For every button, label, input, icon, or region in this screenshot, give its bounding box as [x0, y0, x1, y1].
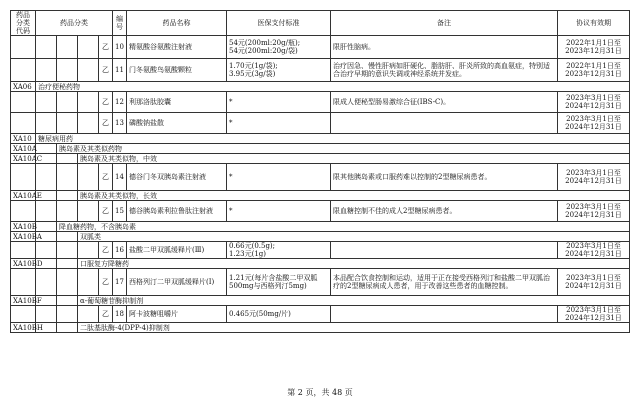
- drug-number: 11: [113, 59, 127, 82]
- drug-name: 西格列汀二甲双胍缓释片(Ⅰ): [127, 269, 227, 296]
- category-code: XA10AE: [11, 191, 36, 201]
- drug-number: 15: [113, 201, 127, 222]
- header-remarks: 备注: [331, 11, 558, 36]
- drug-class: 乙: [99, 92, 113, 113]
- drug-code: [11, 92, 36, 113]
- drug-name: 阿卡波糖咀嚼片: [127, 306, 227, 323]
- category-indent: [57, 232, 78, 242]
- drug-remark: [331, 242, 558, 259]
- drug-remark: 限成人便秘型肠易激综合征(IBS-C)。: [331, 92, 558, 113]
- drug-remark: 治疗因急、慢性肝病如肝硬化、脂肪肝、肝炎所致的高血氨症，特别适合治疗早期的意识失调或神经系统并发症。: [331, 59, 558, 82]
- table-row: [11, 201, 630, 222]
- drug-class: 乙: [99, 164, 113, 191]
- drug-number: 14: [113, 164, 127, 191]
- drug-indent: [57, 59, 78, 82]
- drug-name: 门冬氨酸鸟氨酸颗粒: [127, 59, 227, 82]
- drug-class: 乙: [99, 36, 113, 59]
- payment-standard: *: [227, 201, 331, 222]
- header-number: 编号: [113, 11, 127, 36]
- category-indent: [57, 323, 78, 333]
- header-validity: 协议有效期: [558, 11, 630, 36]
- category-title: 双胍类: [78, 232, 630, 242]
- drug-remark: [331, 113, 558, 134]
- drug-name: 利那洛肽胶囊: [127, 92, 227, 113]
- drug-number: 18: [113, 306, 127, 323]
- drug-indent: [78, 201, 99, 222]
- category-title: 胰岛素及其类似物，中效: [78, 154, 630, 164]
- payment-standard: *: [227, 92, 331, 113]
- drug-indent: [36, 306, 57, 323]
- payment-standard: *: [227, 113, 331, 134]
- drug-name: 磷酸钠盐散: [127, 113, 227, 134]
- drug-number: 16: [113, 242, 127, 259]
- drug-class: 乙: [99, 113, 113, 134]
- drug-indent: [78, 306, 99, 323]
- drug-indent: [57, 306, 78, 323]
- drug-indent: [78, 269, 99, 296]
- drug-indent: [78, 92, 99, 113]
- payment-standard: *: [227, 164, 331, 191]
- drug-indent: [36, 242, 57, 259]
- category-title: 治疗便秘药物: [36, 82, 630, 92]
- category-row: [11, 144, 630, 154]
- category-code: XA10A: [11, 144, 36, 154]
- drug-indent: [36, 92, 57, 113]
- category-row: [11, 134, 630, 144]
- category-row: [11, 323, 630, 333]
- category-title: 胰岛素及其类似药物: [57, 144, 630, 154]
- page-footer: 第 2 页，共 48 页: [287, 388, 353, 397]
- table-row: [11, 36, 630, 59]
- drug-indent: [36, 36, 57, 59]
- drug-number: 10: [113, 36, 127, 59]
- drug-indent: [36, 59, 57, 82]
- category-row: [11, 154, 630, 164]
- drug-indent: [78, 242, 99, 259]
- drug-number: 12: [113, 92, 127, 113]
- validity-period: 2022年1月1日至 2023年12月31日: [558, 36, 630, 59]
- category-row: [11, 296, 630, 306]
- category-title: 二肽基肽酶-4(DPP-4)抑制剂: [78, 323, 630, 333]
- validity-period: 2023年3月1日至 2024年12月31日: [558, 306, 630, 323]
- drug-indent: [78, 59, 99, 82]
- category-code: XA10BD: [11, 259, 36, 269]
- drug-class: 乙: [99, 306, 113, 323]
- header-code: 药品分类代码: [11, 11, 36, 36]
- payment-standard: 0.66元(0.5g); 1.23元(1g): [227, 242, 331, 259]
- payment-standard: 1.70元(1g/袋); 3.95元(3g/袋): [227, 59, 331, 82]
- category-code: XA06: [11, 82, 36, 92]
- header-category: 药品分类: [36, 11, 113, 36]
- category-indent: [36, 222, 57, 232]
- table-row: [11, 92, 630, 113]
- category-code: XA10AC: [11, 154, 36, 164]
- drug-class: 乙: [99, 59, 113, 82]
- category-indent: [57, 259, 78, 269]
- category-indent: [57, 191, 78, 201]
- table-row: [11, 306, 630, 323]
- drug-code: [11, 201, 36, 222]
- drug-code: [11, 113, 36, 134]
- table-row: [11, 269, 630, 296]
- category-row: [11, 259, 630, 269]
- drug-code: [11, 59, 36, 82]
- drug-code: [11, 306, 36, 323]
- category-code: XA10B: [11, 222, 36, 232]
- category-title: α-葡萄糖苷酶抑制剂: [78, 296, 630, 306]
- validity-period: 2023年3月1日至 2024年12月31日: [558, 269, 630, 296]
- drug-indent: [57, 92, 78, 113]
- drug-indent: [57, 36, 78, 59]
- category-indent: [57, 296, 78, 306]
- table-row: [11, 59, 630, 82]
- category-title: 降血糖药物，不含胰岛素: [57, 222, 630, 232]
- drug-list-table: [10, 10, 630, 333]
- drug-indent: [57, 242, 78, 259]
- drug-class: 乙: [99, 201, 113, 222]
- drug-class: 乙: [99, 242, 113, 259]
- category-row: [11, 232, 630, 242]
- table-row: [11, 164, 630, 191]
- payment-standard: 1.21元(每片含盐酸二甲双胍500mg与西格列汀5mg): [227, 269, 331, 296]
- drug-indent: [57, 201, 78, 222]
- drug-remark: 限肝性脑病。: [331, 36, 558, 59]
- drug-indent: [57, 164, 78, 191]
- category-title: 胰岛素及其类似物，长效: [78, 191, 630, 201]
- drug-name: 德谷门冬双胰岛素注射液: [127, 164, 227, 191]
- category-row: [11, 191, 630, 201]
- validity-period: 2023年3月1日至 2024年12月31日: [558, 164, 630, 191]
- table-row: [11, 113, 630, 134]
- category-title: 糖尿病用药: [36, 134, 630, 144]
- drug-indent: [57, 113, 78, 134]
- drug-number: 13: [113, 113, 127, 134]
- category-code: XA10BF: [11, 296, 36, 306]
- drug-indent: [57, 269, 78, 296]
- category-indent: [36, 144, 57, 154]
- drug-code: [11, 164, 36, 191]
- drug-indent: [36, 164, 57, 191]
- drug-remark: [331, 306, 558, 323]
- drug-remark: 本品配合饮食控制和运动，适用于正在接受西格列汀和盐酸二甲双胍治疗的2型糖尿病成人患者，用于改善这些患者的血糖控制。: [331, 269, 558, 296]
- drug-remark: 限其他胰岛素或口服药难以控制的2型糖尿病患者。: [331, 164, 558, 191]
- table-row: [11, 242, 630, 259]
- drug-indent: [78, 113, 99, 134]
- category-code: XA10: [11, 134, 36, 144]
- header-payment-standard: 医保支付标准: [227, 11, 331, 36]
- validity-period: 2023年3月1日至 2024年12月31日: [558, 113, 630, 134]
- category-title: 口服复方降糖药: [78, 259, 630, 269]
- drug-code: [11, 242, 36, 259]
- drug-indent: [78, 36, 99, 59]
- drug-indent: [78, 164, 99, 191]
- category-code: XA10BH: [11, 323, 36, 333]
- table-header-row: [11, 11, 630, 36]
- validity-period: 2023年3月1日至 2024年12月31日: [558, 201, 630, 222]
- payment-standard: 0.465元(50mg/片): [227, 306, 331, 323]
- category-row: [11, 82, 630, 92]
- drug-name: 精氨酸谷氨酸注射液: [127, 36, 227, 59]
- validity-period: 2022年1月1日至 2023年12月31日: [558, 59, 630, 82]
- drug-name: 德谷胰岛素利拉鲁肽注射液: [127, 201, 227, 222]
- validity-period: 2023年3月1日至 2024年12月31日: [558, 242, 630, 259]
- drug-number: 17: [113, 269, 127, 296]
- drug-indent: [36, 201, 57, 222]
- drug-remark: 限血糖控制不佳的成人2型糖尿病患者。: [331, 201, 558, 222]
- header-name: 药品名称: [127, 11, 227, 36]
- drug-code: [11, 269, 36, 296]
- drug-indent: [36, 269, 57, 296]
- drug-class: 乙: [99, 269, 113, 296]
- drug-name: 盐酸二甲双胍缓释片(Ⅲ): [127, 242, 227, 259]
- drug-indent: [36, 113, 57, 134]
- validity-period: 2023年3月1日至 2024年12月31日: [558, 92, 630, 113]
- drug-code: [11, 36, 36, 59]
- payment-standard: 54元(200ml:20g/瓶); 54元(200ml:20g/袋): [227, 36, 331, 59]
- category-indent: [57, 154, 78, 164]
- category-row: [11, 222, 630, 232]
- category-code: XA10BA: [11, 232, 36, 242]
